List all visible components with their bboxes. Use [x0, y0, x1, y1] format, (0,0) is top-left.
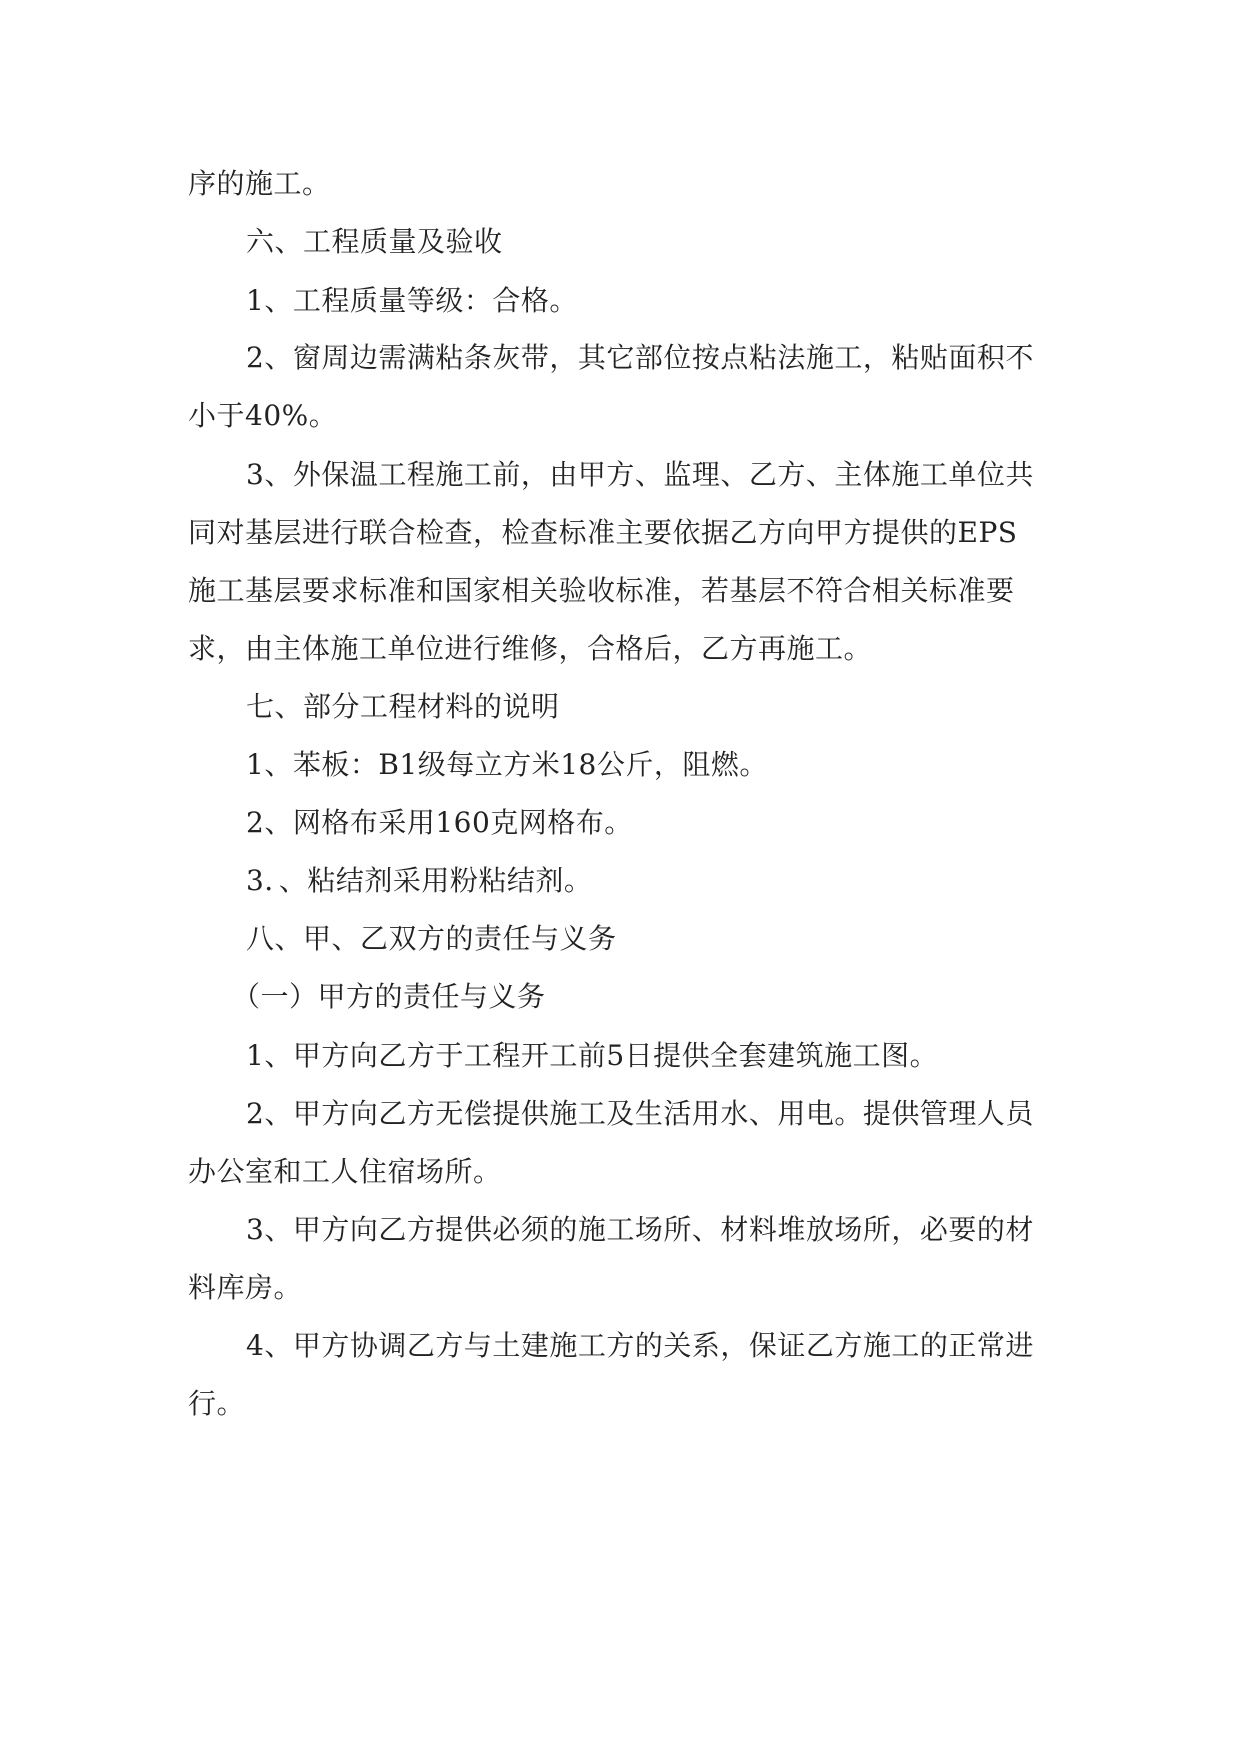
text-line: 3．、粘结剂采用粉粘结剂。 — [246, 864, 593, 897]
text-line: 3、外保温工程施工前，由甲方、监理、乙方、主体施工单位共 — [246, 458, 1034, 491]
text-line: 3、甲方向乙方提供必须的施工场所、材料堆放场所，必要的材 — [246, 1213, 1034, 1246]
section-heading: 八、甲、乙双方的责任与义务 — [246, 922, 617, 955]
subsection-heading: （一）甲方的责任与义务 — [232, 980, 546, 1013]
text-line: 2、窗周边需满粘条灰带，其它部位按点粘法施工，粘贴面积不 — [246, 341, 1034, 374]
text-line: 1、工程质量等级：合格。 — [246, 284, 578, 317]
text-line: 4、甲方协调乙方与土建施工方的关系，保证乙方施工的正常进 — [246, 1329, 1034, 1362]
text-line: 2、甲方向乙方无偿提供施工及生活用水、用电。提供管理人员 — [246, 1097, 1034, 1130]
text-line: 1、苯板：B1级每立方米18公斤，阻燃。 — [246, 748, 768, 781]
text-line: 1、甲方向乙方于工程开工前5日提供全套建筑施工图。 — [246, 1039, 939, 1072]
section-heading: 六、工程质量及验收 — [246, 225, 503, 258]
text-line: 料库房。 — [188, 1271, 303, 1304]
text-line: 行。 — [188, 1387, 246, 1420]
section-heading: 七、部分工程材料的说明 — [246, 690, 560, 723]
text-line: 同对基层进行联合检查，检查标准主要依据乙方向甲方提供的EPS — [188, 516, 1018, 549]
text-line: 小于40%。 — [188, 399, 338, 432]
text-line: 2、网格布采用160克网格布。 — [246, 806, 633, 839]
text-line: 施工基层要求标准和国家相关验收标准，若基层不符合相关标准要 — [188, 574, 1015, 607]
text-line: 求，由主体施工单位进行维修，合格后，乙方再施工。 — [188, 632, 873, 665]
text-line: 序的施工。 — [188, 167, 331, 200]
text-line: 办公室和工人住宿场所。 — [188, 1155, 502, 1188]
